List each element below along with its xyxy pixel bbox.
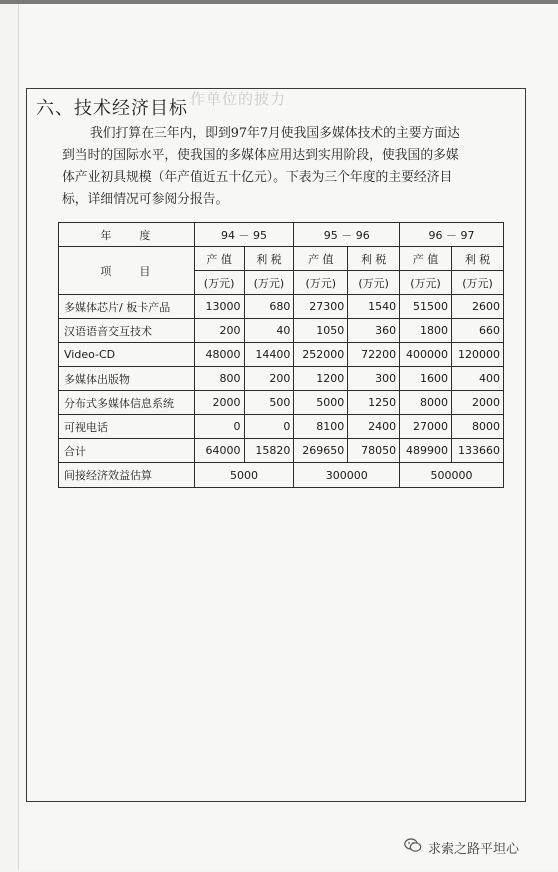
cell-value: 300 xyxy=(348,367,400,391)
economic-targets-table xyxy=(58,222,504,488)
header-year: 96 － 97 xyxy=(400,223,504,247)
unit-label: (万元) xyxy=(452,271,504,295)
cell-value: 120000 xyxy=(452,343,504,367)
row-label: 汉语语音交互技术 xyxy=(59,319,195,343)
cell-value: 48000 xyxy=(194,343,244,367)
cell-value: 5000 xyxy=(194,463,294,488)
cell-value: 2400 xyxy=(348,415,400,439)
table-indirect-row xyxy=(59,463,504,488)
cell-value: 133660 xyxy=(452,439,504,463)
cell-value: 72200 xyxy=(348,343,400,367)
header-year: 94 － 95 xyxy=(194,223,294,247)
cell-value: 51500 xyxy=(400,295,452,319)
wechat-icon xyxy=(404,838,422,857)
watermark-footer xyxy=(404,838,519,857)
cell-value: 8000 xyxy=(452,415,504,439)
cell-value: 489900 xyxy=(400,439,452,463)
cell-value: 800 xyxy=(194,367,244,391)
paragraph-line: 到当时的国际水平，使我国的多媒体应用达到实用阶段，使我国的多媒 xyxy=(62,148,459,163)
cell-value: 500 xyxy=(244,391,294,415)
cell-value: 200 xyxy=(244,367,294,391)
cell-value: 1600 xyxy=(400,367,452,391)
table-header-row xyxy=(59,247,504,271)
unit-label: (万元) xyxy=(194,271,244,295)
row-label: 间接经济效益估算 xyxy=(59,463,195,488)
cell-value: 27300 xyxy=(294,295,348,319)
cell-value: 1800 xyxy=(400,319,452,343)
cell-value: 14400 xyxy=(244,343,294,367)
header-tax: 利 税 xyxy=(452,247,504,271)
row-label: 合计 xyxy=(59,439,195,463)
bleed-through-text: 作单位的披力 xyxy=(190,90,287,108)
cell-value: 8000 xyxy=(400,391,452,415)
cell-value: 400 xyxy=(452,367,504,391)
header-year: 95 － 96 xyxy=(294,223,400,247)
table-row xyxy=(59,367,504,391)
cell-value: 300000 xyxy=(294,463,400,488)
unit-label: (万元) xyxy=(244,271,294,295)
header-output: 产 值 xyxy=(194,247,244,271)
cell-value: 252000 xyxy=(294,343,348,367)
row-label: 多媒体出版物 xyxy=(59,367,195,391)
cell-value: 500000 xyxy=(400,463,504,488)
cell-value: 2600 xyxy=(452,295,504,319)
cell-value: 0 xyxy=(244,415,294,439)
cell-value: 27000 xyxy=(400,415,452,439)
header-output: 产 值 xyxy=(294,247,348,271)
cell-value: 269650 xyxy=(294,439,348,463)
unit-label: (万元) xyxy=(294,271,348,295)
header-item-label: 项 目 xyxy=(59,247,195,295)
cell-value: 13000 xyxy=(194,295,244,319)
cell-value: 680 xyxy=(244,295,294,319)
header-tax: 利 税 xyxy=(348,247,400,271)
cell-value: 200 xyxy=(194,319,244,343)
cell-value: 1050 xyxy=(294,319,348,343)
cell-value: 1250 xyxy=(348,391,400,415)
paragraph-line: 体产业初具规模（年产值近五十亿元）。下表为三个年度的主要经济目 xyxy=(62,170,453,185)
table-row xyxy=(59,391,504,415)
cell-value: 78050 xyxy=(348,439,400,463)
cell-value: 660 xyxy=(452,319,504,343)
row-label: 可视电话 xyxy=(59,415,195,439)
table-row xyxy=(59,295,504,319)
watermark-text: 求索之路平坦心 xyxy=(428,842,520,857)
table-total-row xyxy=(59,439,504,463)
header-year-label: 年 度 xyxy=(59,223,195,247)
cell-value: 2000 xyxy=(194,391,244,415)
row-label: 分布式多媒体信息系统 xyxy=(59,391,195,415)
cell-value: 8100 xyxy=(294,415,348,439)
cell-value: 2000 xyxy=(452,391,504,415)
cell-value: 1540 xyxy=(348,295,400,319)
cell-value: 360 xyxy=(348,319,400,343)
cell-value: 15820 xyxy=(244,439,294,463)
cell-value: 400000 xyxy=(400,343,452,367)
table-row xyxy=(59,343,504,367)
table-header-row xyxy=(59,223,504,247)
cell-value: 64000 xyxy=(194,439,244,463)
cell-value: 0 xyxy=(194,415,244,439)
paragraph-line: 我们打算在三年内，即到97年7月使我国多媒体技术的主要方面达 xyxy=(90,126,460,141)
row-label: Video-CD xyxy=(59,343,195,367)
cell-value: 40 xyxy=(244,319,294,343)
intro-paragraph xyxy=(62,123,510,211)
cell-value: 5000 xyxy=(294,391,348,415)
table-row xyxy=(59,319,504,343)
paragraph-line: 标，详细情况可参阅分报告。 xyxy=(62,192,229,207)
header-tax: 利 税 xyxy=(244,247,294,271)
table-row xyxy=(59,415,504,439)
unit-label: (万元) xyxy=(348,271,400,295)
unit-label: (万元) xyxy=(400,271,452,295)
section-heading: 六、技术经济目标 xyxy=(36,98,188,119)
row-label: 多媒体芯片/ 板卡产品 xyxy=(59,295,195,319)
cell-value: 1200 xyxy=(294,367,348,391)
header-output: 产 值 xyxy=(400,247,452,271)
